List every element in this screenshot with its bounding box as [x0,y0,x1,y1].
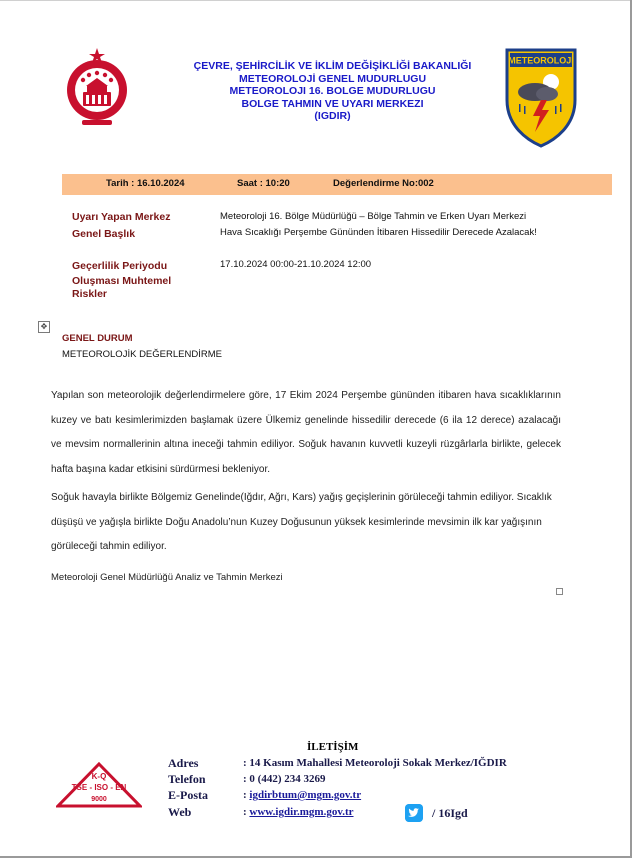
emblem-icon [62,48,132,128]
table-anchor-icon[interactable]: ✥ [38,321,50,333]
ministry-name: ÇEVRE, ŞEHİRCİLİK VE İKLİM DEĞİŞİKLİĞİ BAKANLIĞI [193,60,472,72]
cert-line-2: TSE - ISO - EN [71,783,127,792]
web-row [243,806,354,818]
phone-label: Telefon [168,772,206,786]
phone-value: : 0 (442) 234 3269 [243,773,326,785]
paragraph-forecast: Yapılan son meteorolojik değerlendirmelere göre, 17 Ekim 2024 Perşembe gününden itibaren hava sıcaklıklarının kuzey ve batı kesimlerimizden başlamak üzere Ülkemiz genelinde hissedilir derecede (6 ila 12 derece) azalacağı ve mevsim normallerinin altına ineceği tahmin ediliyor. Soğuk havanın kuvvetli kuzeyli rüzgârlarla birlikte, gelecek hafta başına kadar etkisini sürdürmesi bekleniyor. [51,390,561,475]
signoff: Meteoroloji Genel Müdürlüğü Analiz ve Tahmin Merkezi [51,572,283,583]
web-link[interactable]: www.igdir.mgm.gov.tr [249,806,354,818]
issuer-label: Uyarı Yapan Merkez [72,211,171,223]
email-row [243,789,361,801]
meteorology-logo-text: METEOROLOJİ [508,55,574,66]
twitter-icon[interactable] [405,804,423,822]
title-label: Genel Başlık [72,228,136,240]
risks-label-line-2: Riskler [72,288,108,300]
certification-logo-icon [56,762,142,808]
period-value: 17.10.2024 00:00-21.10.2024 12:00 [220,259,372,270]
general-status-title: GENEL DURUM [62,333,133,344]
email-prefix: : [243,789,250,801]
email-label: E-Posta [168,788,208,802]
general-status-subtitle: METEOROLOJİK DEĞERLENDİRME [62,349,222,360]
regional-directorate-name: METEOROLOJI 16. BOLGE MUDURLUGU [229,85,436,98]
twitter-handle[interactable]: / 16Igd [432,806,468,820]
resize-handle[interactable] [556,588,563,595]
address-label: Adres [168,756,199,770]
cert-line-3: 9000 [91,796,107,803]
city-name: (IGDIR) [314,110,351,123]
contact-title: İLETİŞİM [307,741,359,753]
time-field: Saat : 10:20 [237,178,290,189]
address-value: : 14 Kasım Mahallesi Meteoroloji Sokak Merkez/IĞDIR [243,757,507,769]
page-border-top [0,0,632,1]
risks-label-line-1: Oluşması Muhtemel [72,275,172,287]
cert-line-1: K-Q [91,772,107,781]
web-prefix: : [243,806,250,818]
period-label: Geçerlilik Periyodu [72,260,168,272]
issuer-value: Meteoroloji 16. Bölge Müdürlüğü – Bölge Tahmin ve Erken Uyarı Merkezi [220,211,527,222]
web-label: Web [168,805,192,819]
center-name: BOLGE TAHMIN VE UYARI MERKEZI [241,97,424,110]
header-title-block [160,60,505,123]
meteorology-logo-icon [505,48,577,148]
date-field: Tarih : 16.10.2024 [106,178,185,189]
evaluation-number: Değerlendirme No:002 [333,178,434,189]
info-bar [62,174,612,195]
paragraph-precipitation: Soğuk havayla birlikte Bölgemiz Genelinde(Iğdır, Ağrı, Kars) yağış geçişlerinin görüleceği tahmin ediliyor. Sıcaklık düşüşü ve yağışla birlikte Doğu Anadolu’nun Kuzey Doğusunun yüksek kesimlerinde mevsimin ilk kar yağışının görüleceği tahmin ediliyor. [51,492,552,552]
email-link[interactable]: igdirbtum@mgm.gov.tr [249,789,362,801]
title-value: Hava Sıcaklığı Perşembe Gününden İtibaren Hissedilir Derecede Azalacak! [220,227,537,238]
directorate-name: METEOROLOJİ GENEL MUDURLUGU [238,72,427,85]
